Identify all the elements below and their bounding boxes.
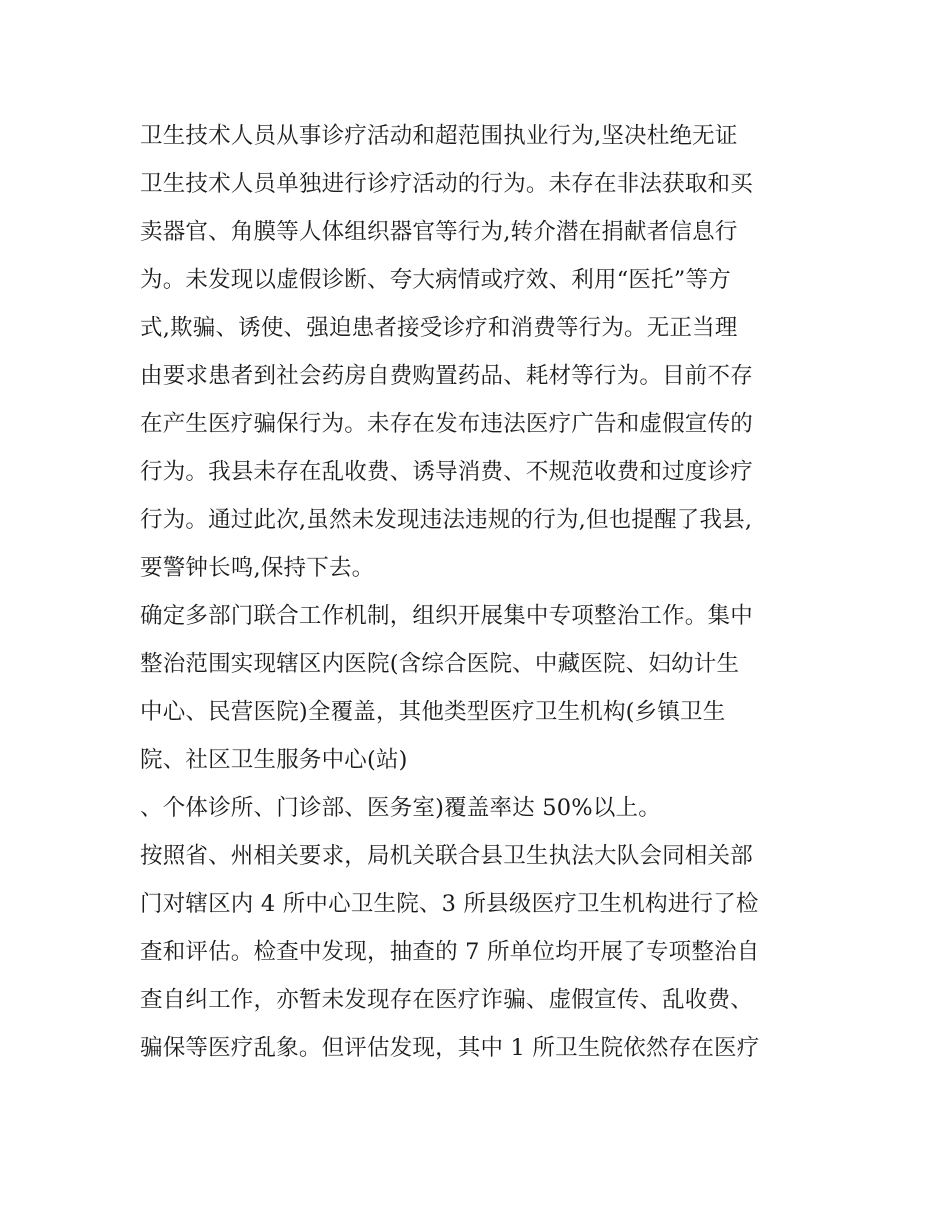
text-line: 院、社区卫生服务中心(站) — [140, 747, 408, 773]
text-line: 整治范围实现辖区内医院(含综合医院、中藏医院、妇幼计生 — [140, 651, 740, 677]
text-line: 在产生医疗骗保行为。未存在发布违法医疗广告和虚假宣传的 — [140, 411, 753, 437]
text-line: 要警钟长鸣,保持下去。 — [140, 555, 375, 581]
text-line: 卫生技术人员单独进行诊疗活动的行为。未存在非法获取和买 — [140, 171, 753, 197]
text-line: 中心、民营医院)全覆盖，其他类型医疗卫生机构(乡镇卫生 — [140, 699, 726, 725]
text-line: 式,欺骗、诱使、强迫患者接受诊疗和消费等行为。无正当理 — [140, 315, 738, 341]
document-body — [140, 112, 820, 1072]
text-line: 查和评估。检查中发现，抽查的 7 所单位均开展了专项整治自 — [140, 939, 760, 965]
text-line: 查自纠工作，亦暂未发现存在医疗诈骗、虚假宣传、乱收费、 — [140, 987, 753, 1013]
text-line: 由要求患者到社会药房自费购置药品、耗材等行为。目前不存 — [140, 363, 753, 389]
text-line: 门对辖区内 4 所中心卫生院、3 所县级医疗卫生机构进行了检 — [140, 891, 759, 917]
text-line: 、个体诊所、门诊部、医务室)覆盖率达 50%以上。 — [140, 795, 661, 821]
text-line: 行为。通过此次,虽然未发现违法违规的行为,但也提醒了我县, — [140, 507, 753, 533]
text-line: 为。未发现以虚假诊断、夸大病情或疗效、利用“医托”等方 — [140, 267, 731, 293]
text-line: 骗保等医疗乱象。但评估发现，其中 1 所卫生院依然存在医疗 — [140, 1035, 760, 1061]
text-line: 卫生技术人员从事诊疗活动和超范围执业行为,坚决杜绝无证 — [140, 123, 738, 149]
text-line: 行为。我县未存在乱收费、诱导消费、不规范收费和过度诊疗 — [140, 459, 753, 485]
text-line: 确定多部门联合工作机制，组织开展集中专项整治工作。集中 — [140, 603, 753, 629]
text-line: 卖器官、角膜等人体组织器官等行为,转介潜在捐献者信息行 — [140, 219, 738, 245]
text-line: 按照省、州相关要求，局机关联合县卫生执法大队会同相关部 — [140, 843, 753, 869]
